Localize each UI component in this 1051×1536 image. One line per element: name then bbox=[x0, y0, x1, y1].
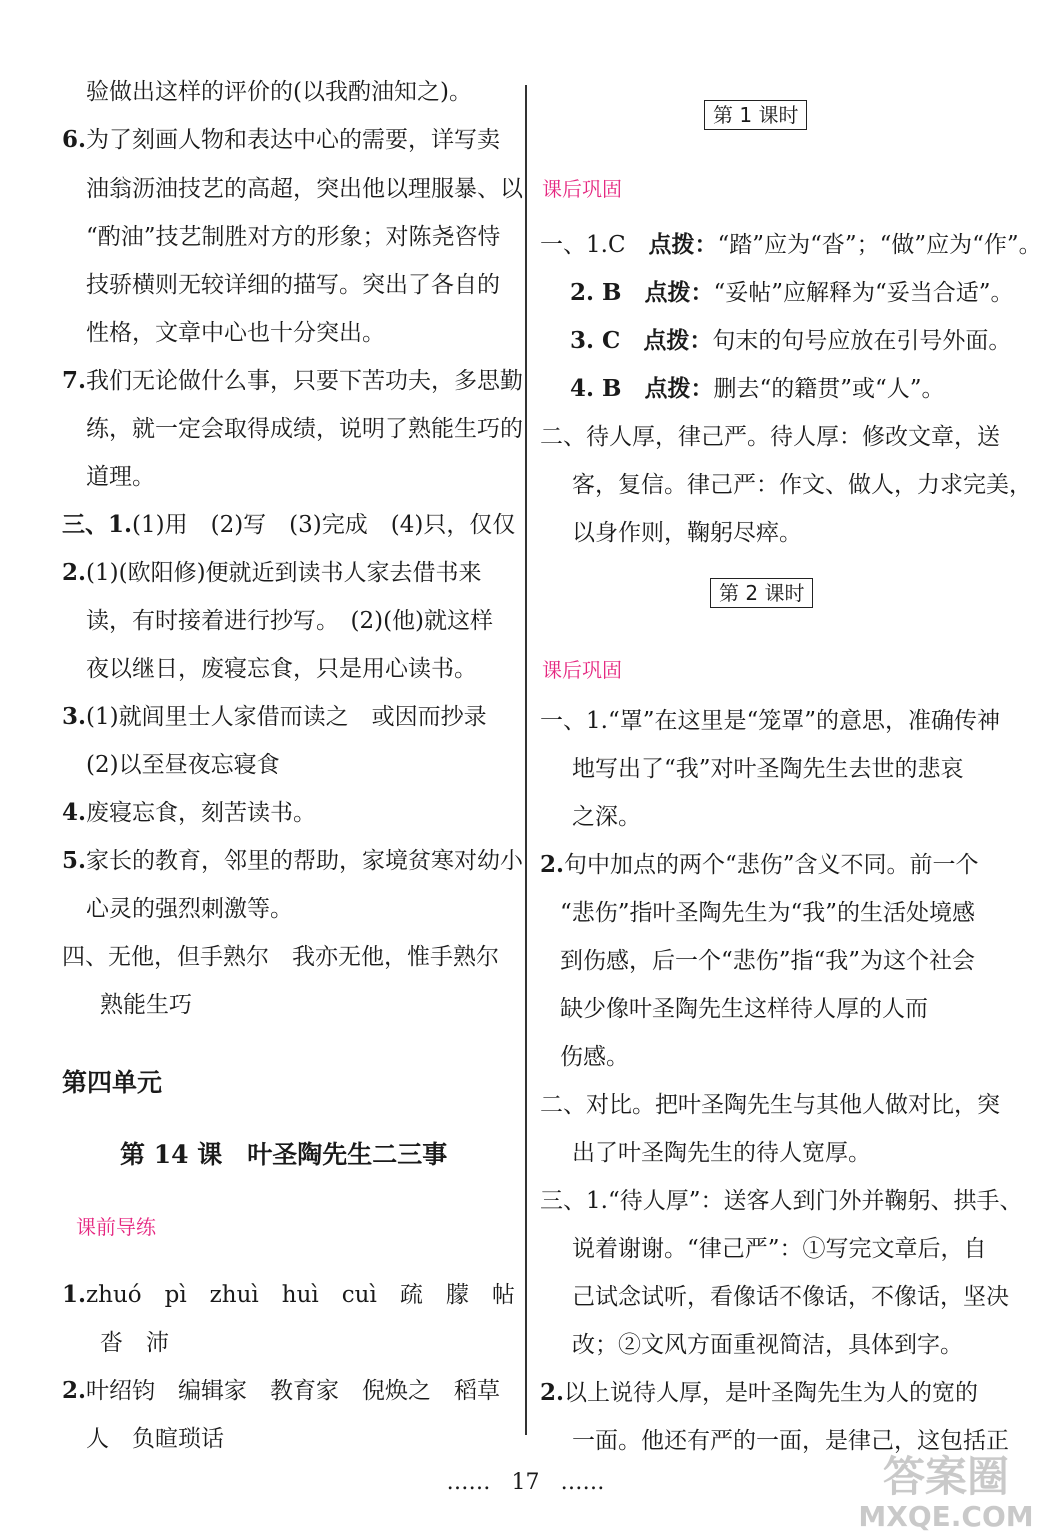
line-text: 说着谢谢。“律己严”：①写完文章后，自 bbox=[572, 1236, 987, 1262]
left-line-6 bbox=[62, 366, 523, 396]
left-line-5 bbox=[86, 318, 385, 348]
item-number: 4. B bbox=[570, 375, 645, 402]
unit-heading: 第四单元 bbox=[62, 1068, 163, 1097]
left-line-1 bbox=[62, 125, 500, 155]
left-line-18 bbox=[62, 942, 499, 972]
right-line2-5 bbox=[560, 946, 975, 976]
right-line2-4 bbox=[560, 898, 975, 928]
right-line2-2 bbox=[572, 802, 641, 832]
line-text: 之深。 bbox=[572, 804, 641, 830]
line-text: (1)就闾里士人家借而读之 或因而抄录 bbox=[86, 704, 487, 730]
right-line2-3 bbox=[540, 850, 979, 880]
line-text: 一、1.C bbox=[540, 232, 649, 258]
line-text: 己试念试听，看像话不像话，不像话，坚决 bbox=[572, 1284, 1009, 1310]
tip-text: 句末的句号应放在引号外面。 bbox=[712, 328, 1012, 354]
right-line1-3 bbox=[570, 374, 945, 404]
line-text: 技骄横则无较详细的描写。突出了各自的 bbox=[86, 272, 500, 298]
item-number: 三、1. bbox=[62, 511, 133, 538]
right-line2-12 bbox=[572, 1282, 1009, 1312]
left-line-16 bbox=[62, 846, 523, 876]
item-number: 2. bbox=[540, 851, 565, 878]
right-line1-0 bbox=[540, 230, 1042, 260]
line-text: 地写出了“我”对叶圣陶先生去世的悲哀 bbox=[572, 756, 964, 782]
line-text: 客，复信。律己严：作文、做人，力求完美， bbox=[572, 472, 1032, 498]
line-text: (1)用 (2)写 (3)完成 (4)只，仅仅 bbox=[132, 512, 516, 538]
right-line1-1 bbox=[570, 278, 1014, 308]
footer-dots-right: …… bbox=[560, 1470, 605, 1495]
left-line2-1 bbox=[100, 1328, 169, 1358]
line-text: 叶绍钧 编辑家 教育家 倪焕之 稻草 bbox=[86, 1378, 501, 1404]
tip-label: 点拨： bbox=[644, 279, 714, 306]
item-number: 5. bbox=[62, 847, 87, 874]
tip-text: “妥帖”应解释为“妥当合适”。 bbox=[713, 280, 1014, 306]
line-text: “悲伤”指叶圣陶先生为“我”的生活处境感 bbox=[560, 900, 976, 926]
line-text: 缺少像叶圣陶先生这样待人厚的人而 bbox=[560, 996, 928, 1022]
lesson-tag-1-text: 第 1 课时 bbox=[713, 103, 799, 127]
line-text: 三、1.“待人厚”：送客人到门外并鞠躬、拱手、 bbox=[540, 1188, 1023, 1214]
right-line2-7 bbox=[560, 1042, 629, 1072]
item-number: 4. bbox=[62, 799, 87, 826]
line-text: 出了叶圣陶先生的待人宽厚。 bbox=[572, 1140, 871, 1166]
line-text: 我们无论做什么事，只要下苦功夫，多思勤 bbox=[86, 368, 524, 394]
page-number: 17 bbox=[511, 1470, 540, 1495]
right-line2-10 bbox=[540, 1186, 1022, 1216]
left-line-12 bbox=[86, 654, 477, 684]
right-line2-9 bbox=[572, 1138, 871, 1168]
left-line-3 bbox=[86, 222, 501, 252]
line-text: 油翁沥油技艺的高超，突出他以理服暴、以 bbox=[86, 176, 523, 202]
line-text: 心灵的强烈刺激等。 bbox=[86, 896, 293, 922]
left-line-2 bbox=[86, 174, 523, 204]
left-line-14 bbox=[86, 750, 280, 780]
line-text: 二、对比。把叶圣陶先生与其他人做对比，突 bbox=[540, 1092, 1000, 1118]
left-line-11 bbox=[86, 606, 493, 636]
line-text: 以上说待人厚，是叶圣陶先生为人的宽的 bbox=[564, 1380, 979, 1406]
section-label-pre: 课前导练 bbox=[76, 1215, 156, 1239]
item-number: 2. B bbox=[570, 279, 645, 306]
line-text: 到伤感，后一个“悲伤”指“我”为这个社会 bbox=[560, 948, 976, 974]
left-line2-0 bbox=[62, 1280, 515, 1310]
right-line2-1 bbox=[572, 754, 964, 784]
watermark-line2: MXQE.COM bbox=[858, 1500, 1034, 1532]
left-line-13 bbox=[62, 702, 487, 732]
item-number: 2. bbox=[540, 1379, 565, 1406]
right-line1b-2 bbox=[572, 518, 802, 548]
item-number: 3. bbox=[62, 703, 87, 730]
line-text: 人 负暄琐话 bbox=[86, 1426, 224, 1452]
tip-label: 点拨： bbox=[644, 375, 714, 402]
line-text: 夜以继日，废寝忘食，只是用心读书。 bbox=[86, 656, 477, 682]
line-text: 家长的教育，邻里的帮助，家境贫寒对幼小 bbox=[86, 848, 524, 874]
section-label-post-1: 课后巩固 bbox=[542, 177, 622, 201]
right-line1b-1 bbox=[572, 470, 1032, 500]
left-line2-3 bbox=[86, 1424, 224, 1454]
lesson-tag-1 bbox=[704, 100, 807, 130]
tip-text: 删去“的籍贯”或“人”。 bbox=[713, 376, 945, 402]
line-text: 验做出这样的评价的(以我酌油知之)。 bbox=[86, 79, 472, 105]
item-number: 7. bbox=[62, 367, 87, 394]
lesson-tag-2 bbox=[710, 578, 813, 608]
line-text: (1)(欧阳修)便就近到读书人家去借书来 bbox=[86, 560, 482, 586]
tip-text: “踏”应为“沓”；“做”应为“作”。 bbox=[717, 232, 1042, 258]
line-text: 以身作则，鞠躬尽瘁。 bbox=[572, 520, 802, 546]
right-line2-6 bbox=[560, 994, 928, 1024]
line-text: 读，有时接着进行抄写。 (2)(他)就这样 bbox=[86, 608, 494, 634]
line-text: 伤感。 bbox=[560, 1044, 629, 1070]
line-text: 练，就一定会取得成绩，说明了熟能生巧的 bbox=[86, 416, 523, 442]
line-text: 句中加点的两个“悲伤”含义不同。前一个 bbox=[564, 852, 979, 878]
line-text: 性格，文章中心也十分突出。 bbox=[86, 320, 385, 346]
line-text: zhuó pì zhuì huì cuì 疏 朦 帖 bbox=[86, 1282, 515, 1308]
right-line2-14 bbox=[540, 1378, 978, 1408]
left-line-0 bbox=[86, 77, 472, 107]
line-text: 二、待人厚，律己严。待人厚：修改文章，送 bbox=[540, 424, 1000, 450]
lesson-heading: 第 14 课 叶圣陶先生二三事 bbox=[120, 1140, 448, 1169]
line-text: 四、无他，但手熟尔 我亦无他，惟手熟尔 bbox=[62, 944, 499, 970]
line-text: 改；②文风方面重视简洁，具体到字。 bbox=[572, 1332, 963, 1358]
right-line1b-0 bbox=[540, 422, 1000, 452]
item-number: 2. bbox=[62, 1377, 87, 1404]
right-line1-2 bbox=[570, 326, 1011, 356]
line-text: 沓 沛 bbox=[100, 1330, 169, 1356]
right-line2-13 bbox=[572, 1330, 963, 1360]
tip-label: 点拨： bbox=[643, 327, 713, 354]
watermark-line1: 答案圈 bbox=[882, 1452, 1010, 1501]
item-number: 6. bbox=[62, 126, 87, 153]
item-number: 3. C bbox=[570, 327, 644, 354]
left-line-10 bbox=[62, 558, 482, 588]
left-line-4 bbox=[86, 270, 500, 300]
line-text: 废寝忘食，刻苦读书。 bbox=[86, 800, 317, 826]
lesson-tag-2-text: 第 2 课时 bbox=[719, 581, 805, 605]
watermark-logo bbox=[854, 1446, 1039, 1532]
line-text: 为了刻画人物和表达中心的需要，详写卖 bbox=[86, 127, 501, 153]
left-line-9 bbox=[62, 510, 515, 540]
right-line2-8 bbox=[540, 1090, 1000, 1120]
item-number: 1. bbox=[62, 1281, 87, 1308]
left-line-15 bbox=[62, 798, 316, 828]
left-line-19 bbox=[100, 990, 192, 1020]
right-line2-0 bbox=[540, 706, 1000, 736]
left-line-7 bbox=[86, 414, 523, 444]
line-text: 一面。他还有严的一面，是律己，这包括正 bbox=[572, 1428, 1009, 1454]
left-line-8 bbox=[86, 462, 155, 492]
column-divider bbox=[525, 85, 527, 1435]
left-line-17 bbox=[86, 894, 293, 924]
item-number: 2. bbox=[62, 559, 87, 586]
right-line2-11 bbox=[572, 1234, 987, 1264]
line-text: “酌油”技艺制胜对方的形象；对陈尧咨恃 bbox=[86, 224, 501, 250]
section-label-post-2: 课后巩固 bbox=[542, 658, 622, 682]
line-text: 道理。 bbox=[86, 464, 155, 490]
line-text: (2)以至昼夜忘寝食 bbox=[86, 752, 280, 778]
left-line2-2 bbox=[62, 1376, 500, 1406]
line-text: 一、1.“罩”在这里是“笼罩”的意思，准确传神 bbox=[540, 708, 1000, 734]
line-text: 熟能生巧 bbox=[100, 992, 192, 1018]
footer-dots-left: …… bbox=[446, 1470, 491, 1495]
tip-label: 点拨： bbox=[648, 231, 718, 258]
